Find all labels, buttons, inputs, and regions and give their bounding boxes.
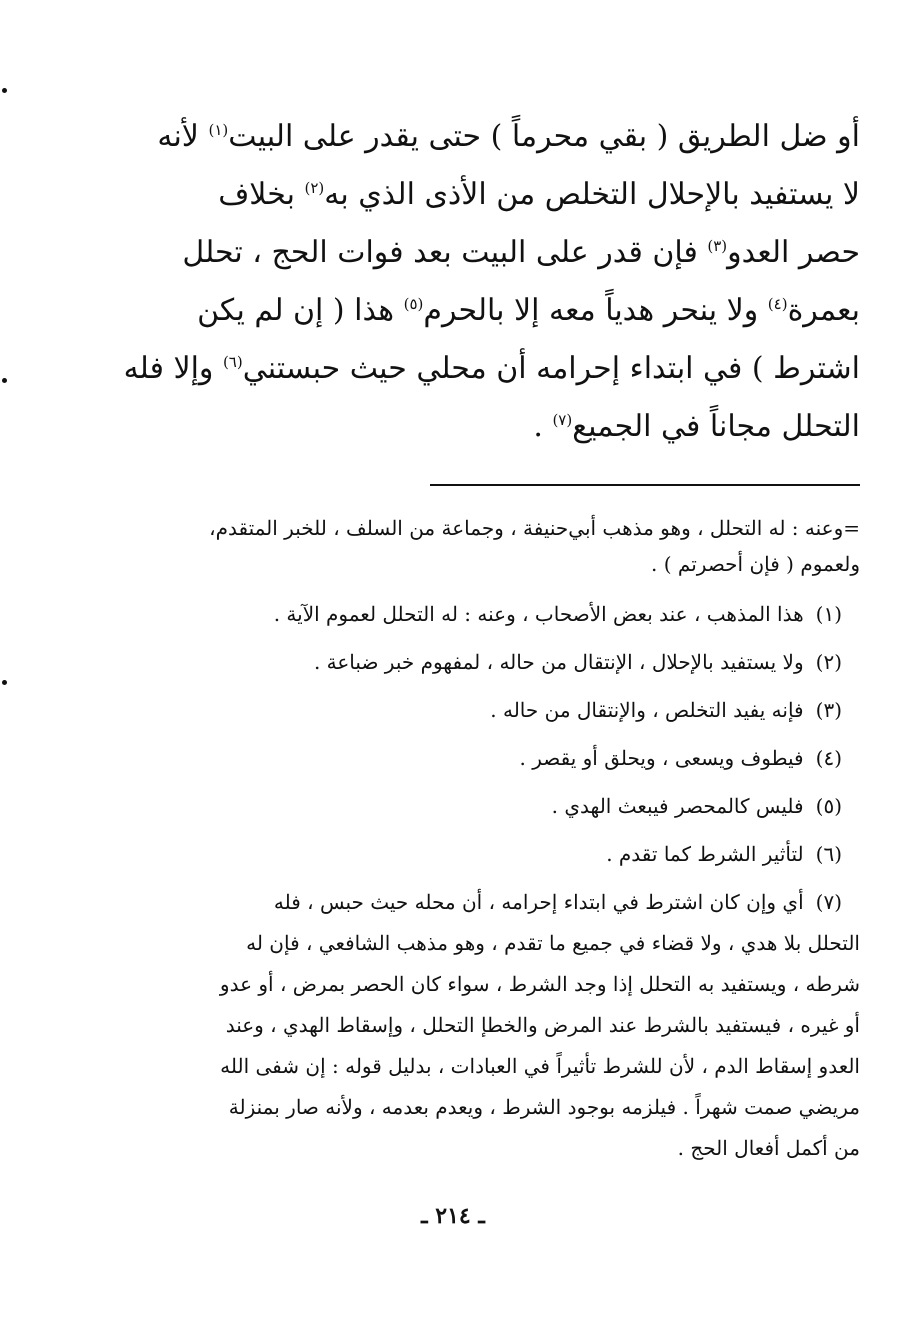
footnote-line: من أكمل أفعال الحج . [677, 1136, 860, 1160]
footnotes-section [138, 510, 860, 1169]
footnote-number: (٣) [815, 698, 842, 722]
scan-mark [2, 88, 7, 93]
footnote-item [138, 734, 860, 782]
footnote-number: (٦) [815, 842, 842, 866]
footnote-line: أو غيره ، فيستفيد بالشرط عند المرض والخطإ التحلل ، وإسقاط الهدي ، وعند [225, 1013, 860, 1037]
footnote-item-7 [138, 882, 860, 1169]
main-line: أو ضل الطريق ( بقي محرماً ) حتى يقدر على البيت$^{(١)}$ لأنه [157, 119, 860, 154]
footnote-marker: (١) [208, 121, 229, 139]
footnote-marker: (٢) [304, 179, 325, 197]
footnote-number: (٤) [815, 746, 842, 770]
footnote-item [138, 830, 860, 878]
footnote-marker: (٦) [222, 353, 243, 371]
footnote-line: التحلل بلا هدي ، ولا قضاء في جميع ما تقدم ، وهو مذهب الشافعي ، فإن له [246, 931, 860, 955]
footnote-text: فإنه يفيد التخلص ، والإنتقال من حاله . [490, 698, 804, 722]
footnote-number: (٢) [815, 650, 842, 674]
footnote-marker: (٧) [552, 411, 573, 429]
footnote-continuation-line: =وعنه : له التحلل ، وهو مذهب أبي‌حنيفة ، وجماعة من السلف ، للخبر المتقدم، [209, 516, 860, 540]
footnote-marker: (٥) [403, 295, 424, 313]
main-line: حصر العدو$^{(٣)}$ فإن قدر على البيت بعد فوات الحج ، تحلل [182, 235, 860, 270]
footnote-item [138, 686, 860, 734]
footnote-marker: (٣) [707, 237, 728, 255]
footnote-item [138, 638, 860, 686]
footnote-line: العدو إسقاط الدم ، لأن للشرط تأثيراً في العبادات ، بدليل قوله : إن شفى الله [220, 1054, 860, 1078]
scan-mark [2, 680, 7, 685]
footnote-text: لتأثير الشرط كما تقدم . [606, 842, 804, 866]
footnote-text: ولا يستفيد بالإحلال ، الإنتقال من حاله ، لمفهوم خبر ضباعة . [313, 650, 804, 674]
main-line: لا يستفيد بالإحلال التخلص من الأذى الذي به$^{(٢)}$ بخلاف [218, 177, 860, 212]
footnote-item [138, 782, 860, 830]
footnote-number: (١) [815, 602, 842, 626]
footnote-number: (٥) [815, 794, 842, 818]
main-line: التحلل مجاناً في الجميع$^{(٧)}$ . [533, 409, 860, 444]
footnote-text: فيطوف ويسعى ، ويحلق أو يقصر . [519, 746, 804, 770]
footnote-divider [430, 484, 860, 486]
footnote-text: أي وإن كان اشترط في ابتداء إحرامه ، أن محله حيث حبس ، فله [273, 890, 804, 914]
footnote-text: فليس كالمحصر فيبعث الهدي . [551, 794, 804, 818]
main-text [123, 108, 860, 456]
main-line: بعمرة$^{(٤)}$ ولا ينحر هدياً معه إلا بالحرم$^{(٥)}$ هذا ( إن لم يكن [197, 293, 860, 328]
footnote-item [138, 590, 860, 638]
footnote-marker: (٤) [767, 295, 788, 313]
main-line: اشترط ) في ابتداء إحرامه أن محلي حيث حبستني$^{(٦)}$ وإلا فله [123, 351, 860, 386]
page-number: ـ ٢١٤ ـ [421, 1203, 485, 1229]
footnote-line: مريضي صمت شهراً . فيلزمه بوجود الشرط ، ويعدم بعدمه ، ولأنه صار بمنزلة [228, 1095, 860, 1119]
footnote-line [138, 882, 860, 923]
footnote-continuation-line: ولعموم ( فإن أحصرتم ) . [651, 552, 860, 576]
scan-mark [2, 378, 7, 383]
footnote-text: هذا المذهب ، عند بعض الأصحاب ، وعنه : له التحلل لعموم الآية . [273, 602, 804, 626]
footnote-line: شرطه ، ويستفيد به التحلل إذا وجد الشرط ، سواء كان الحصر بمرض ، أو عدو [219, 972, 860, 996]
footnote-number: (٧) [815, 890, 842, 914]
